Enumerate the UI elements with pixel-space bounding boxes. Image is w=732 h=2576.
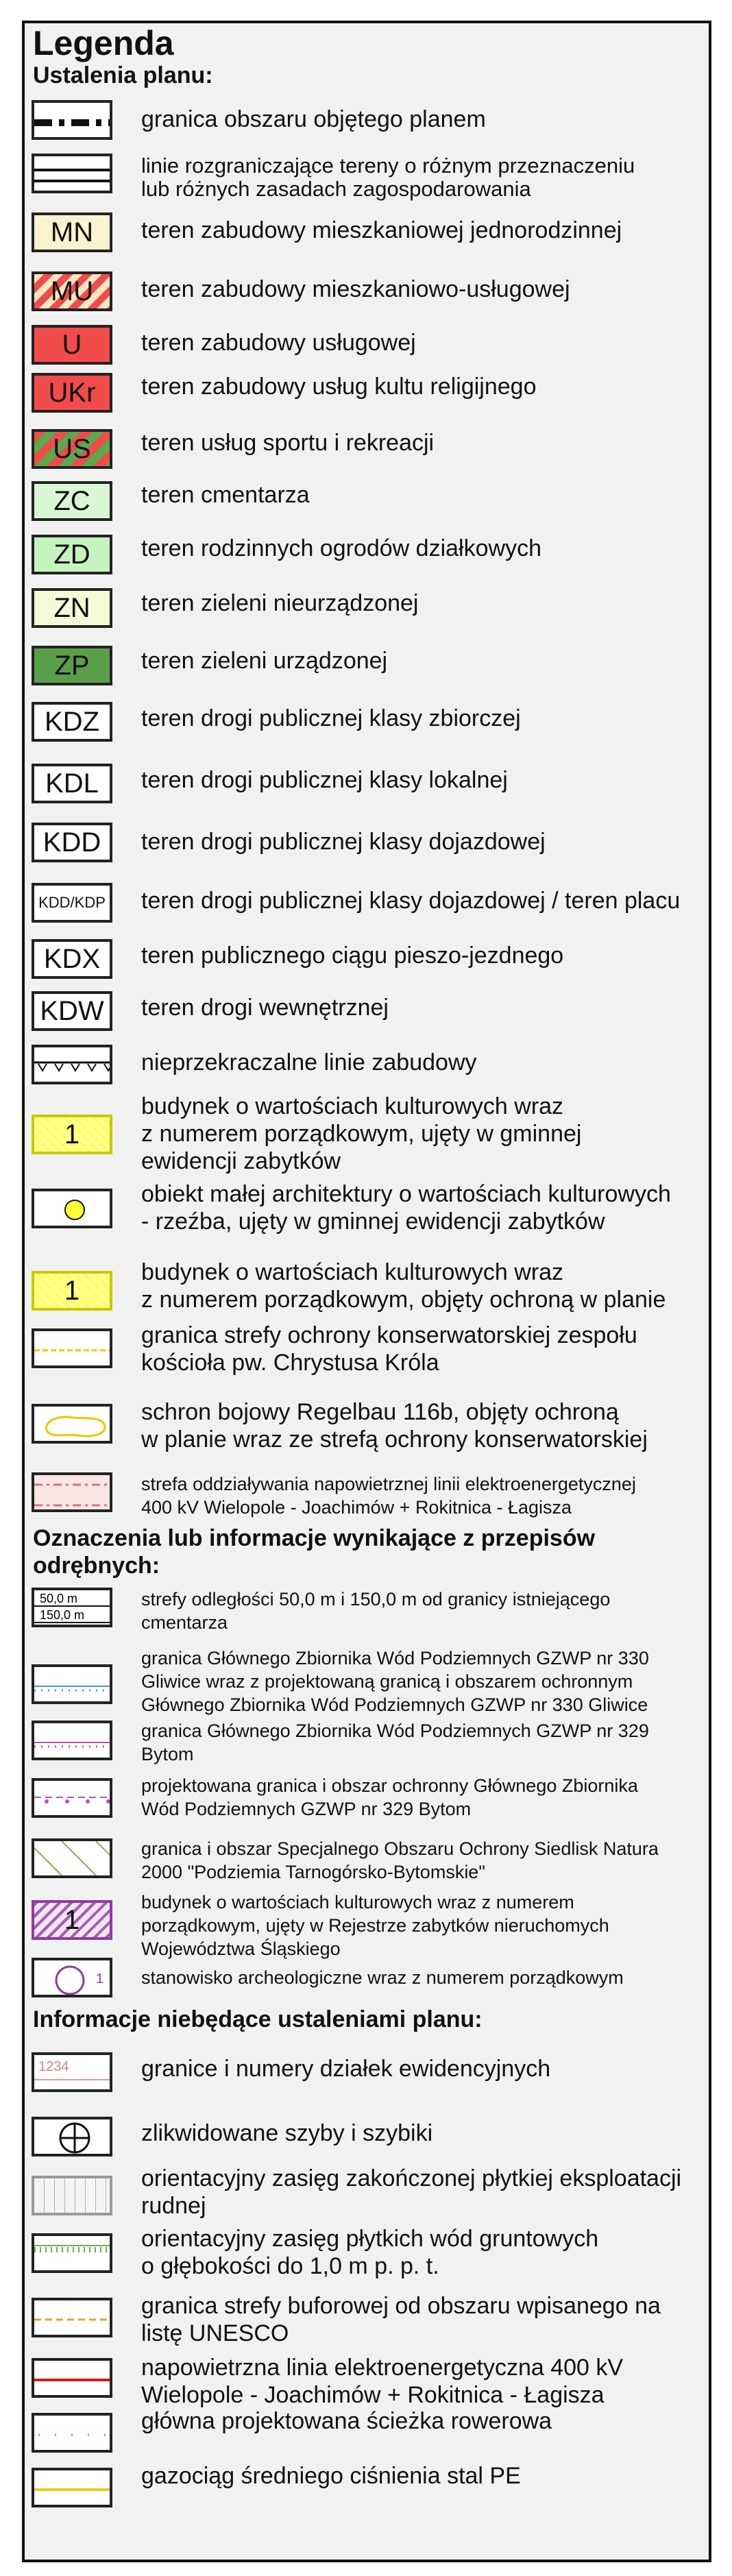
code-mn: MN (50, 217, 94, 247)
legend-label-u: teren zabudowy usługowej (141, 330, 416, 356)
natura-2000-hatch-icon (34, 1841, 112, 1878)
legend-label-power-line-1: napowietrzna linia elektroenergetyczna 400 kV (141, 2355, 624, 2381)
swatch-gzwp-329 (32, 1721, 112, 1760)
legend-label-kdx: teren publicznego ciągu pieszo-jezdnego (141, 943, 564, 969)
unesco-buffer-line-icon (34, 2300, 112, 2337)
legend-label-gzwp329-2: Bytom (141, 1744, 194, 1764)
swatch-zd (32, 535, 112, 574)
section-info-heading: Informacje niebędące ustaleniami planu: (33, 2006, 483, 2032)
legend-label-church-zone-1: granica strefy ochrony konserwatorskiej zespołu (141, 1322, 637, 1348)
legend-label-cemetery-distance-2: cmentarza (141, 1612, 228, 1633)
legend-label-parcels: granice i numery działek ewidencyjnych (141, 2056, 551, 2082)
legend-label-mining-2: rudnej (141, 2193, 206, 2219)
swatch-bike-path (32, 2413, 112, 2453)
code-u: U (62, 329, 82, 360)
code-zd: ZD (53, 539, 90, 570)
swatch-power-line (32, 2358, 112, 2398)
swatch-kdd (32, 823, 112, 862)
swatch-kdz (32, 702, 112, 742)
legend-label-small-architecture-2: - rzeźba, ujęty w gminnej ewidencji zabytków (141, 1208, 605, 1235)
swatch-dividing-lines (32, 154, 112, 193)
legend-label-kdd-kdp: teren drogi publicznej klasy dojazdowej / teren placu (141, 888, 681, 914)
archaeological-site-number: 1 (96, 1971, 104, 1986)
power-line-icon (34, 2361, 112, 2398)
swatch-mining-extent (32, 2176, 112, 2215)
swatch-groundwater (32, 2233, 112, 2273)
building-line-icon (34, 1047, 112, 1084)
code-mu: MU (50, 276, 94, 306)
legend-label-plan-boundary: granica obszaru objętego planem (141, 106, 486, 132)
swatch-church-zone (32, 1328, 112, 1368)
legend-label-bunker-2: w planie wraz ze strefą ochrony konserwatorskiej (141, 1426, 648, 1453)
swatch-u (32, 325, 112, 365)
swatch-power-line-zone (32, 1472, 112, 1512)
legend-label-ukr: teren zabudowy usług kultu religijnego (141, 374, 537, 400)
legend-label-shafts: zlikwidowane szyby i szybiki (141, 2120, 433, 2146)
swatch-us (32, 429, 112, 469)
legend-label-kdl: teren drogi publicznej klasy lokalnej (141, 767, 508, 793)
legend-label-gzwp330-1: granica Głównego Zbiornika Wód Podziemnych GZWP nr 330 (141, 1648, 649, 1668)
swatch-building-line (32, 1045, 112, 1084)
swatch-heritage-building-plan (32, 1271, 112, 1311)
legend-label-bunker-1: schron bojowy Regelbau 116b, objęty ochroną (141, 1399, 619, 1425)
code-register-building: 1 (64, 1904, 80, 1935)
code-kdd-kdp: KDD/KDP (38, 894, 106, 911)
legend-label-gas-pipe: gazociąg średniego ciśnienia stal PE (141, 2463, 521, 2489)
legend-label-zc: teren cmentarza (141, 482, 310, 508)
swatch-plan-boundary (32, 100, 112, 140)
legend-label-archaeological: stanowisko archeologiczne wraz z numerem porządkowym (141, 1967, 624, 1988)
dividing-lines-icon (34, 156, 112, 193)
legend-label-kdd: teren drogi publicznej klasy dojazdowej (141, 829, 546, 855)
legend-label-heritage-gmina-2: z numerem porządkowym, ujęty w gminnej (141, 1121, 582, 1147)
code-kdw: KDW (40, 995, 104, 1026)
bunker-outline-icon (34, 1407, 112, 1444)
code-kdz: KDZ (45, 706, 99, 737)
legend-label-power-zone-1: strefa oddziaływania napowietrznej linii elektroenergetycznej (141, 1474, 636, 1494)
bike-path-icon (34, 2416, 112, 2453)
conservation-zone-line-icon (34, 1331, 112, 1368)
legend-label-church-zone-2: kościoła pw. Chrystusa Króla (141, 1350, 439, 1376)
legend-label-bike-path: główna projektowana ścieżka rowerowa (141, 2408, 552, 2434)
code-kdx: KDX (43, 943, 101, 974)
gas-pipe-icon (34, 2470, 112, 2507)
swatch-heritage-building-gmina (32, 1115, 112, 1154)
distance-50-label: 50,0 m (40, 1592, 78, 1605)
groundwater-line-icon (34, 2236, 112, 2273)
legend-label-kdz: teren drogi publicznej klasy zbiorczej (141, 705, 521, 731)
section-plan-heading: Ustalenia planu: (33, 62, 213, 88)
swatch-archaeological-site (32, 1958, 112, 1997)
swatch-zc (32, 481, 112, 521)
sculpture-icon (34, 1191, 112, 1228)
legend-label-heritage-gmina-1: budynek o wartościach kulturowych wraz (141, 1093, 564, 1119)
code-zp: ZP (54, 650, 90, 681)
code-zc: ZC (53, 485, 90, 516)
legend-label-register-3: Województwa Śląskiego (141, 1939, 341, 1959)
legend-label-cemetery-distance-1: strefy odległości 50,0 m i 150,0 m od granicy istniejącego (141, 1589, 611, 1609)
legend-label-gzwp329-1: granica Głównego Zbiornika Wód Podziemnych GZWP nr 329 (141, 1721, 649, 1741)
section-regulations-heading: Oznaczenia lub informacje wynikające z przepisów odrębnych: (33, 1525, 596, 1579)
code-heritage-plan: 1 (64, 1275, 80, 1306)
legend-label-mn: teren zabudowy mieszkaniowej jednorodzinnej (141, 217, 622, 243)
legend-label-us: teren usług sportu i rekreacji (141, 430, 435, 456)
code-kdd: KDD (42, 827, 101, 858)
code-kdl: KDL (45, 768, 99, 799)
legend-label-heritage-gmina-3: ewidencji zabytków (141, 1148, 341, 1174)
legend-label-unesco-1: granica strefy buforowej od obszaru wpisanego na (141, 2293, 661, 2319)
swatch-ukr (32, 373, 112, 413)
legend-panel (22, 21, 711, 2562)
code-ukr: UKr (48, 377, 96, 408)
code-heritage-gmina: 1 (64, 1119, 80, 1150)
distance-150-label: 150,0 m (40, 1608, 85, 1622)
swatch-kdx (32, 939, 112, 979)
swatch-mn (32, 212, 112, 252)
legend-label-mining-1: orientacyjny zasięg zakończonej płytkiej eksploatacji (141, 2165, 682, 2191)
plan-boundary-line-icon (34, 103, 112, 140)
swatch-gzwp-330 (32, 1664, 112, 1704)
legend-label-building-line: nieprzekraczalne linie zabudowy (141, 1049, 477, 1076)
legend-label-gzwp330-2: Gliwice wraz z projektowaną granicą i obszarem ochronnym (141, 1671, 633, 1692)
gzwp-329-projected-line-icon (34, 1781, 112, 1818)
swatch-unesco-buffer (32, 2298, 112, 2337)
legend-label-groundwater-2: o głębokości do 1,0 m p. p. t. (141, 2253, 439, 2279)
power-line-zone-icon (34, 1475, 112, 1512)
swatch-register-building (32, 1900, 112, 1940)
legend-label-power-line-2: Wielopole - Joachimów + Rokitnica - Łagisza (141, 2382, 605, 2408)
legend-label-dividing-lines-2: lub różnych zasadach zagospodarowania (141, 177, 531, 201)
legend-label-zd: teren rodzinnych ogrodów działkowych (141, 535, 541, 561)
legend-label-gzwp329-proj-1: projektowana granica i obszar ochronny Głównego Zbiornika (141, 1775, 638, 1796)
gzwp-329-line-icon (34, 1723, 112, 1760)
code-us: US (53, 433, 91, 464)
swatch-gzwp-329-projected (32, 1778, 112, 1818)
swatch-shafts (32, 2117, 112, 2156)
swatch-kdl (32, 764, 112, 803)
swatch-kdw (32, 991, 112, 1031)
legend-label-unesco-2: listę UNESCO (141, 2320, 289, 2346)
swatch-zn (32, 588, 112, 628)
legend-label-gzwp329-proj-2: Wód Podziemnych GZWP nr 329 Bytom (141, 1799, 472, 1819)
swatch-kdd-kdp (32, 883, 112, 923)
swatch-parcels (32, 2052, 112, 2092)
gzwp-330-line-icon (34, 1667, 112, 1704)
swatch-cemetery-distance (32, 1588, 112, 1627)
legend-label-mu: teren zabudowy mieszkaniowo-usługowej (141, 276, 570, 302)
swatch-mu (32, 271, 112, 311)
swatch-bunker (32, 1404, 112, 1444)
legend-label-small-architecture-1: obiekt małej architektury o wartościach kulturowych (141, 1181, 671, 1207)
legend-label-register-2: porządkowym, ujęty w Rejestrze zabytków nieruchomych (141, 1915, 609, 1936)
swatch-natura-2000 (32, 1838, 112, 1878)
legend-label-power-zone-2: 400 kV Wielopole - Joachimów + Rokitnica - Łagisza (141, 1497, 572, 1518)
swatch-zp (32, 646, 112, 685)
legend-label-natura-2: 2000 "Podziemia Tarnogórsko-Bytomskie" (141, 1862, 485, 1882)
legend-label-gzwp330-3: Głównego Zbiornika Wód Podziemnych GZWP nr 330 Gliwice (141, 1694, 648, 1715)
legend-label-register-1: budynek o wartościach kulturowych wraz z numerem (141, 1892, 574, 1912)
swatch-gas-pipe (32, 2468, 112, 2507)
shaft-crosshair-icon (34, 2119, 112, 2156)
legend-label-kdw: teren drogi wewnętrznej (141, 995, 389, 1021)
code-zn: ZN (53, 592, 90, 623)
legend-label-dividing-lines-1: linie rozgraniczające tereny o różnym przeznaczeniu (141, 154, 635, 178)
legend-label-natura-1: granica i obszar Specjalnego Obszaru Ochrony Siedlisk Natura (141, 1838, 659, 1859)
legend-label-heritage-plan-1: budynek o wartościach kulturowych wraz (141, 1259, 564, 1285)
legend-label-heritage-plan-2: z numerem porządkowym, objęty ochroną w planie (141, 1287, 666, 1313)
parcel-number: 1234 (38, 2059, 69, 2074)
legend-label-zn: teren zieleni nieurządzonej (141, 590, 419, 616)
legend-title: Legenda (33, 24, 174, 62)
swatch-small-architecture (32, 1189, 112, 1228)
legend-label-groundwater-1: orientacyjny zasięg płytkich wód gruntowych (141, 2226, 599, 2252)
legend-label-zp: teren zieleni urządzonej (141, 648, 388, 674)
